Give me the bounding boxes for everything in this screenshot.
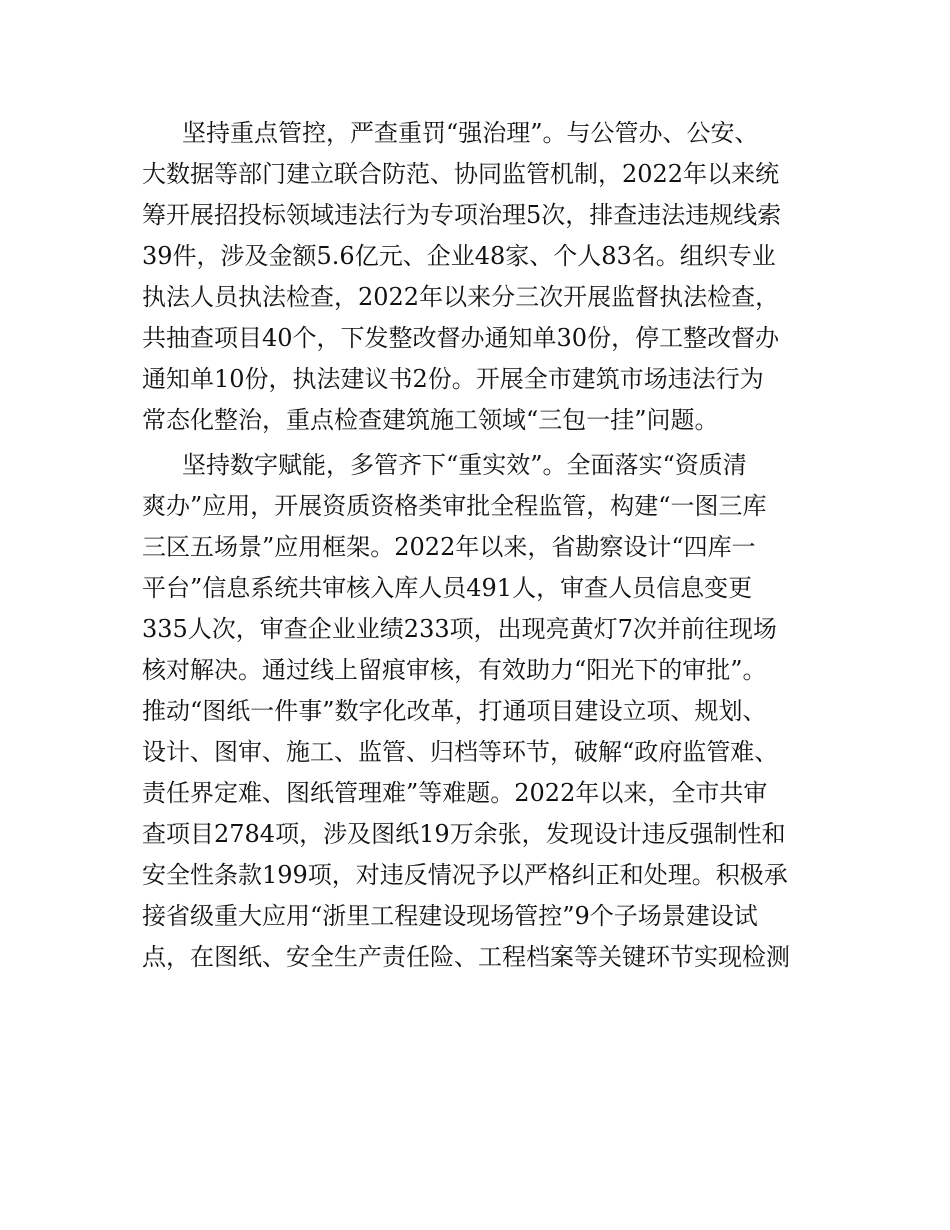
paragraph-digital-empowerment: [142, 445, 810, 978]
text-line: 推动“图纸一件事”数字化改革，打通项目建设立项、规划、: [142, 697, 767, 725]
text-line: 爽办”应用，开展资质资格类审批全程监管，构建“一图三库: [142, 492, 767, 520]
text-line: 筹开展招投标领域违法行为专项治理5次，排查违法违规线索: [142, 201, 782, 229]
text-line: 执法人员执法检查，2022年以来分三次开展监督执法检查，: [142, 283, 780, 311]
text-line: 三区五场景”应用框架。2022年以来，省勘察设计“四库一: [142, 533, 756, 561]
text-line: 设计、图审、施工、监管、归档等环节，破解“政府监管难、: [142, 738, 779, 766]
text-line: 39件，涉及金额5.6亿元、企业48家、个人83名。组织专业: [142, 242, 776, 270]
text-line: 平台”信息系统共审核入库人员491人，审查人员信息变更: [142, 574, 753, 602]
text-line: 点，在图纸、安全生产责任险、工程档案等关键环节实现检测: [142, 943, 790, 971]
text-line: 接省级重大应用“浙里工程建设现场管控”9个子场景建设试: [142, 902, 758, 930]
document-body: [142, 113, 810, 982]
text-line: 坚持重点管控，严查重罚“强治理”。与公管办、公安、: [182, 119, 759, 147]
text-line: 查项目2784项，涉及图纸19万余张，发现设计违反强制性和: [142, 820, 786, 848]
text-line: 常态化整治，重点检查建筑施工领域“三包一挂”问题。: [142, 406, 719, 434]
text-line: 335人次，审查企业业绩233项，出现亮黄灯7次并前往现场: [142, 615, 777, 643]
text-line: 大数据等部门建立联合防范、协同监管机制，2022年以来统: [142, 160, 780, 188]
paragraph-key-control: [142, 113, 810, 441]
text-line: 共抽查项目40个，下发整改督办通知单30份，停工整改督办: [142, 324, 780, 352]
text-line: 坚持数字赋能，多管齐下“重实效”。全面落实“资质清: [182, 451, 747, 479]
text-line: 责任界定难、图纸管理难”等难题。2022年以来，全市共审: [142, 779, 768, 807]
text-line: 安全性条款199项，对违反情况予以严格纠正和处理。积极承: [142, 861, 788, 889]
text-line: 通知单10份，执法建议书2份。开展全市建筑市场违法行为: [142, 365, 764, 393]
text-line: 核对解决。通过线上留痕审核，有效助力“阳光下的审批”。: [142, 656, 767, 684]
